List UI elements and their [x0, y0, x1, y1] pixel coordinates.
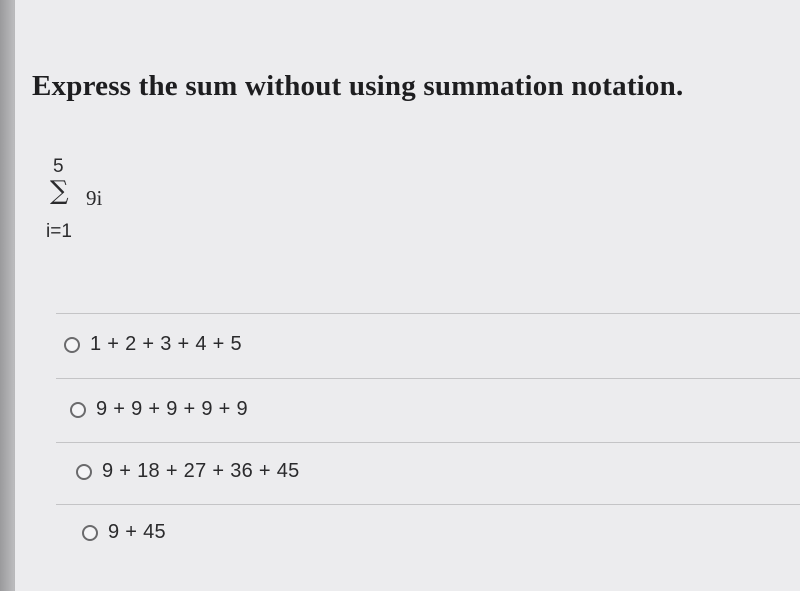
- radio-button[interactable]: [70, 402, 86, 418]
- radio-button[interactable]: [64, 337, 80, 353]
- answer-option-1[interactable]: [64, 333, 242, 356]
- answer-option-4[interactable]: [82, 521, 166, 544]
- answer-option-label: 9 + 45: [108, 521, 166, 543]
- answer-option-label: 9 + 9 + 9 + 9 + 9: [96, 398, 248, 420]
- divider: [56, 313, 800, 314]
- question-prompt: Express the sum without using summation notation.: [32, 70, 684, 102]
- divider: [56, 378, 800, 379]
- answer-option-label: 9 + 18 + 27 + 36 + 45: [102, 460, 300, 482]
- summation-upper-limit: 5: [53, 156, 64, 177]
- sigma-symbol: ∑: [50, 176, 69, 206]
- summation-lower-limit: i=1: [46, 221, 72, 242]
- radio-button[interactable]: [76, 464, 92, 480]
- summation-term: 9i: [86, 186, 103, 210]
- divider: [56, 442, 800, 443]
- divider: [56, 504, 800, 505]
- answer-option-label: 1 + 2 + 3 + 4 + 5: [90, 333, 242, 355]
- answer-option-2[interactable]: [70, 398, 248, 421]
- answer-option-3[interactable]: [76, 460, 300, 483]
- radio-button[interactable]: [82, 525, 98, 541]
